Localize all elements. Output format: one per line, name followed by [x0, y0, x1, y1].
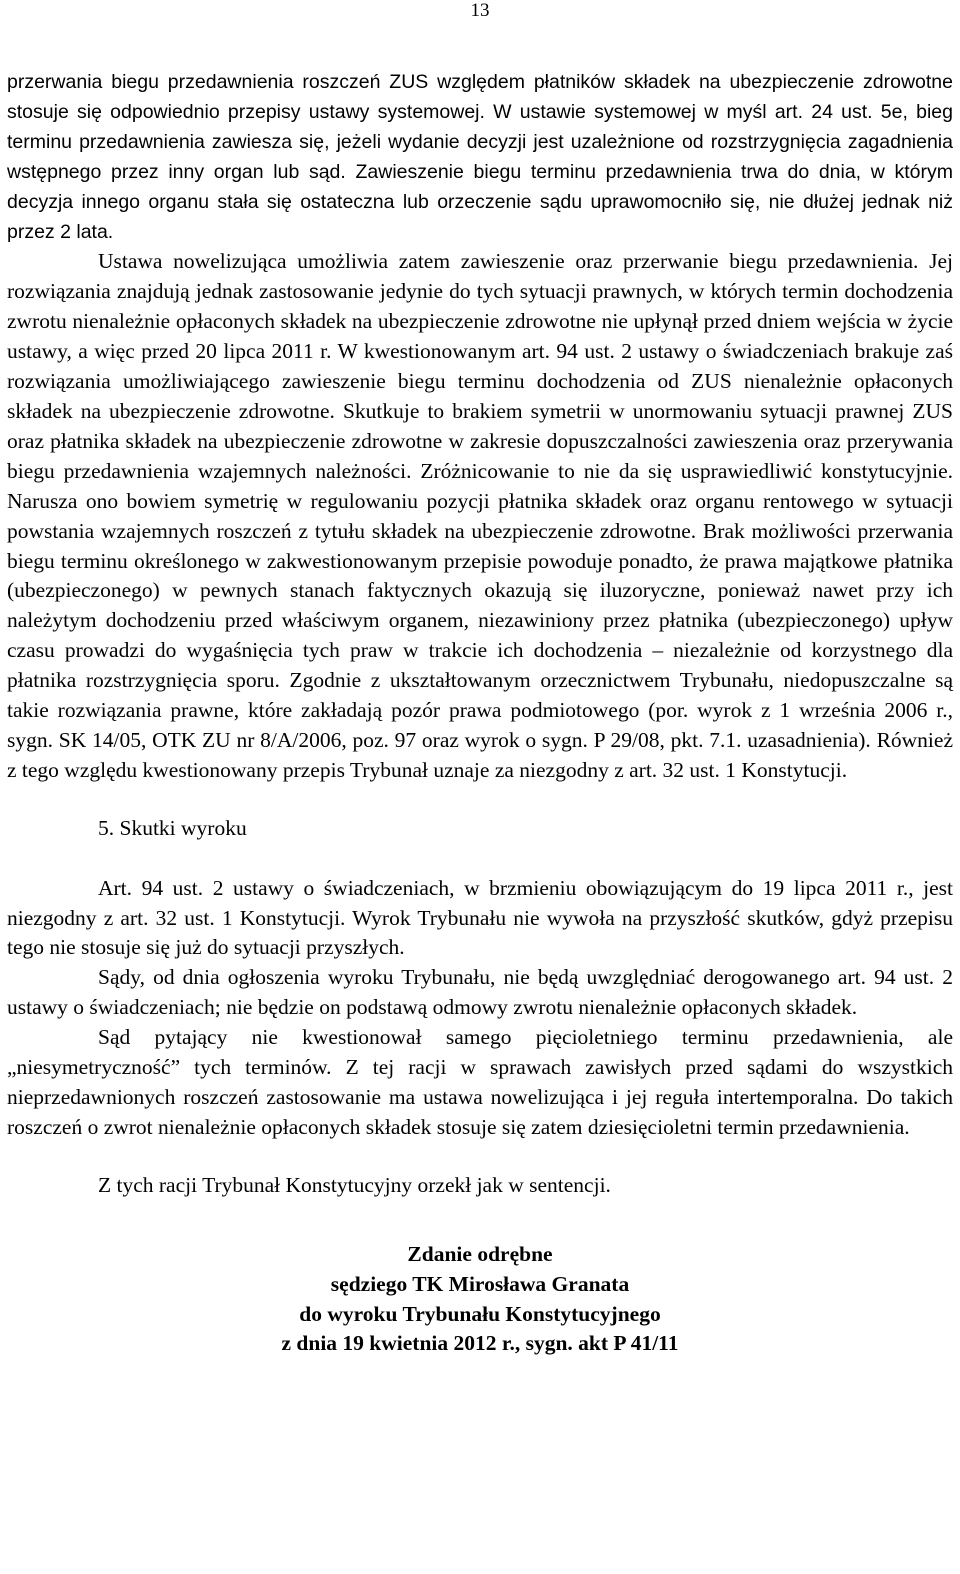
dissent-title: Zdanie odrębne: [407, 1241, 553, 1266]
dissenting-opinion-heading: [7, 1240, 953, 1360]
page-number: 13: [470, 0, 490, 21]
document-body: [7, 68, 953, 1359]
paragraph-courts: Sądy, od dnia ogłoszenia wyroku Trybunału, nie będą uwzględniać derogowanego art. 94 ust. 2 ustawy o świadczeniach; nie będzie on podstawą odmowy zwrotu nienależnie opłaconych składek.: [7, 965, 953, 1020]
paragraph-referring-court: Sąd pytający nie kwestionował samego pięcioletniego terminu przedawnienia, ale „niesymetryczność” tych terminów. Z tej racji w sprawach zawisłych przed sądami do wszystkich nieprzedawnionych roszczeń zastosowanie ma ustawa nowelizująca i jej reguła intertemporalna. Do takich roszczeń o zwrot nienależnie opłaconych składek stosuje się zatem dziesięcioletni termin przedawnienia.: [7, 1025, 953, 1139]
paragraph-ruling-effect: Art. 94 ust. 2 ustawy o świadczeniach, w brzmieniu obowiązującym do 19 lipca 2011 r., jest niezgodny z art. 32 ust. 1 Konstytucji. Wyrok Trybunału nie wywoła na przyszłość skutków, gdyż przepisu tego nie stosuje się już do sytuacji przyszłych.: [7, 875, 953, 960]
paragraph-statute-limitations: przerwania biegu przedawnienia roszczeń ZUS względem płatników składek na ubezpieczenie zdrowotne stosuje się odpowiednio przepisy ustawy systemowej. W ustawie systemowej w myśl art. 24 ust. 5e, bieg terminu przedawnienia zawiesza się, jeżeli wydanie decyzji jest uzależnione od rozstrzygnięcia zagadnienia wstępnego przez inny organ lub sąd. Zawieszenie biegu terminu przedawnienia trwa do dnia, w którym decyzja innego organu stała się ostateczna lub orzeczenie sądu uprawomocniło się, nie dłużej jednak niż przez 2 lata.: [7, 71, 953, 243]
paragraph-amending-act: Ustawa nowelizująca umożliwia zatem zawieszenie oraz przerwanie biegu przedawnienia. Jej rozwiązania znajdują jednak zastosowanie jedynie do tych sytuacji prawnych, w których termin dochodzenia zwrotu nienależnie opłaconych składek na ubezpieczenie zdrowotne nie upłynął przed dniem wejścia w życie ustawy, a więc przed 20 lipca 2011 r. W kwestionowanym art. 94 ust. 2 ustawy o świadczeniach brakuje zaś rozwiązania umożliwiającego zawieszenie biegu terminu dochodzenia od ZUS nienależnie opłaconych składek na ubezpieczenie zdrowotne. Skutkuje to brakiem symetrii w unormowaniu sytuacji prawnej ZUS oraz płatnika składek na ubezpieczenie zdrowotne w zakresie dopuszczalności zawieszenia oraz przerywania biegu przedawnienia wzajemnych należności. Zróżnicowanie to nie da się usprawiedliwić konstytucyjnie. Narusza ono bowiem symetrię w regulowaniu pozycji płatnika składek oraz organu rentowego w sytuacji powstania wzajemnych roszczeń z tytułu składek na ubezpieczenie zdrowotne. Brak możliwości przerwania biegu terminu określonego w zakwestionowanym przepisie powoduje ponadto, że prawa majątkowe płatnika (ubezpieczonego) w pewnych stanach faktycznych okazują się iluzoryczne, ponieważ nawet przy ich należytym dochodzeniu przed właściwym organem, niezawiniony przez płatnika (ubezpieczonego) upływ czasu prowadzi do wygaśnięcia tych praw w trakcie ich dochodzenia – niezależnie od korzystnego dla płatnika rozstrzygnięcia sporu. Zgodnie z ukształtowanym orzecznictwem Trybunału, niedopuszczalne są takie rozwiązania prawne, które zakładają pozór prawa podmiotowego (por. wyrok z 1 września 2006 r., sygn. SK 14/05, OTK ZU nr 8/A/2006, poz. 97 oraz wyrok o sygn. P 29/08, pkt. 7.1. uzasadnienia). Również z tego względu kwestionowany przepis Trybunał uznaje za niezgodny z art. 32 ust. 1 Konstytucji.: [7, 249, 953, 782]
section-heading: 5. Skutki wyroku: [98, 815, 247, 840]
dissent-date-reference: z dnia 19 kwietnia 2012 r., sygn. akt P 41/11: [281, 1331, 679, 1356]
dissent-judgment: do wyroku Trybunału Konstytucyjnego: [299, 1301, 661, 1326]
dissent-judge: sędziego TK Mirosława Granata: [330, 1271, 630, 1296]
conclusion: Z tych racji Trybunał Konstytucyjny orzekł jak w sentencji.: [98, 1172, 611, 1197]
